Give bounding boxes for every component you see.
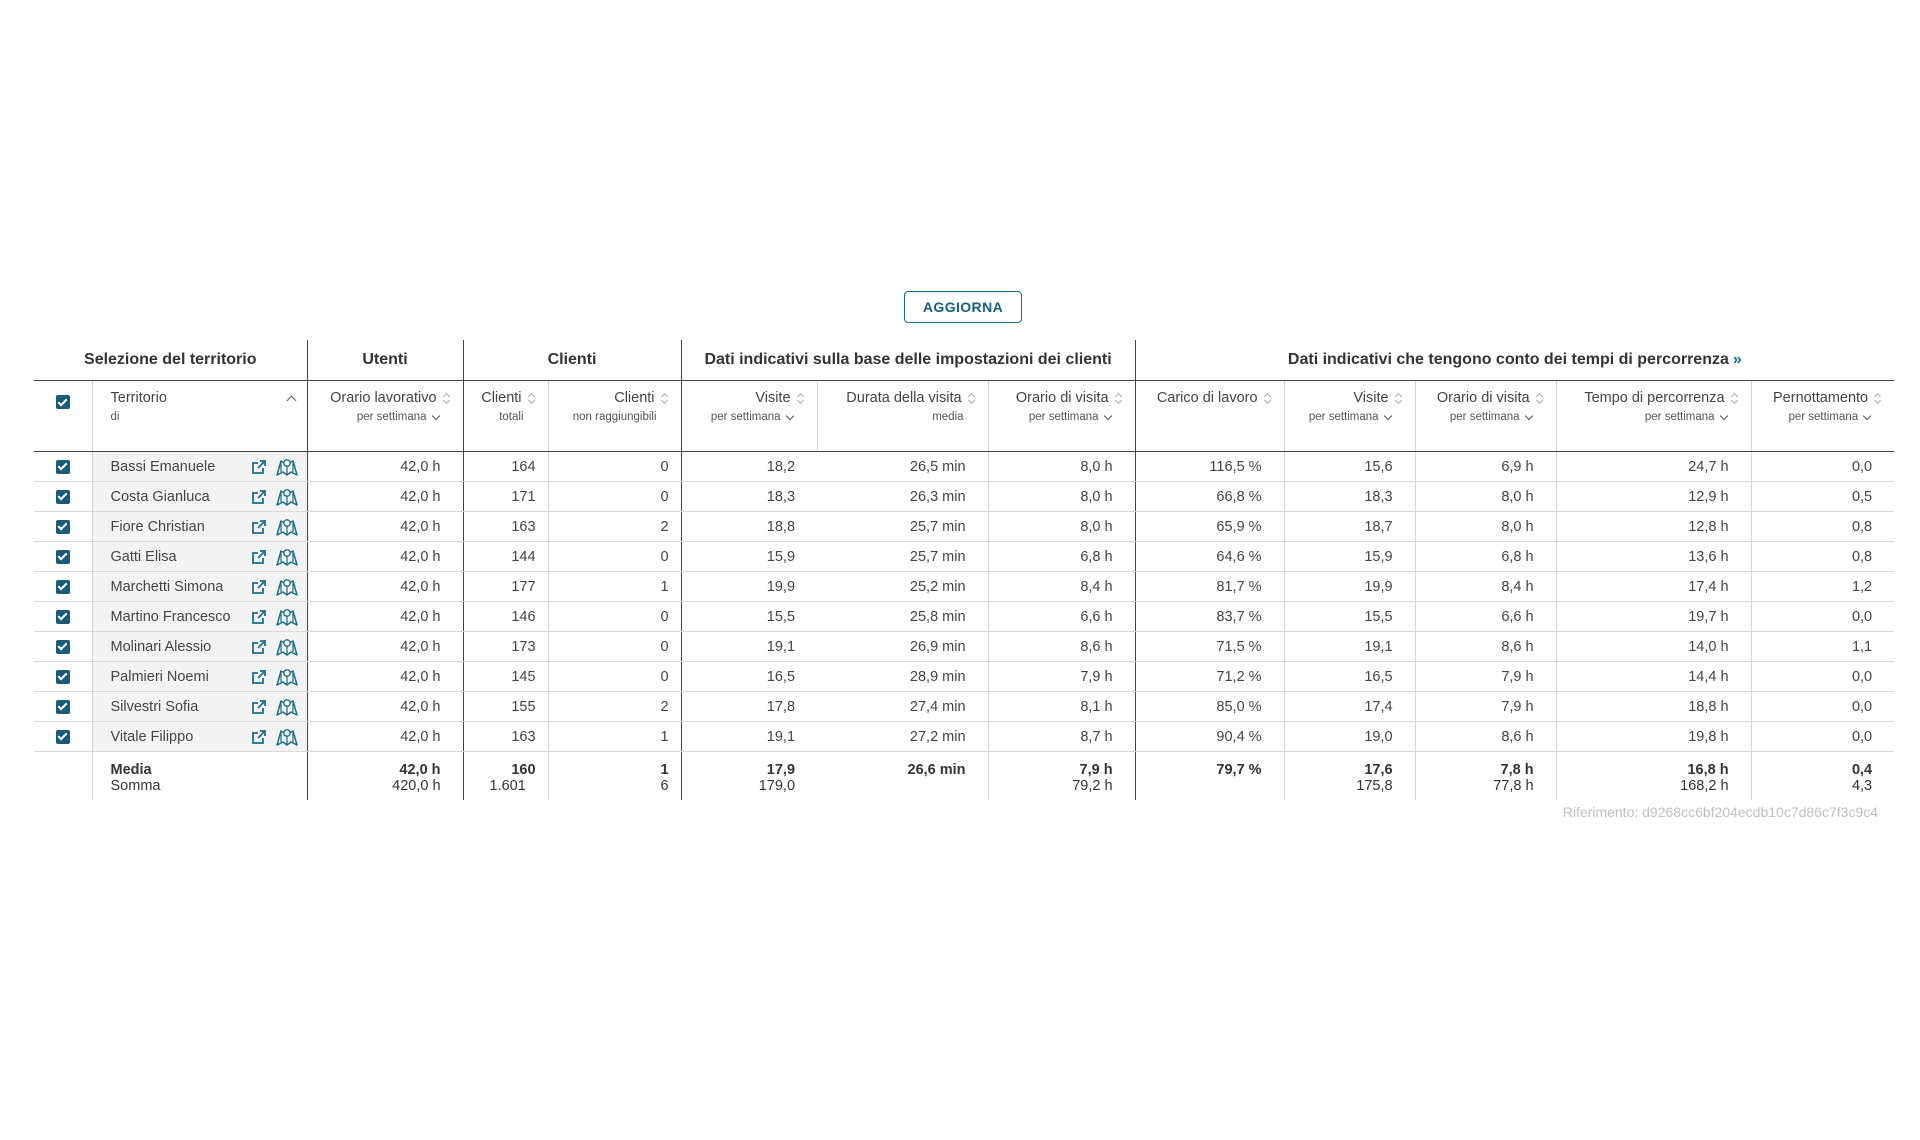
row-select-cell [34, 632, 92, 662]
clients-total-cell: 146 [463, 602, 548, 632]
row-checkbox[interactable] [56, 460, 70, 474]
visit-hours-cell: 8,1 h [988, 692, 1135, 722]
territory-cell [92, 602, 307, 632]
group-territory: Selezione del territorio [34, 340, 307, 381]
col-travel-time[interactable] [1556, 381, 1751, 452]
visit-duration-cell: 26,3 min [817, 482, 988, 512]
visits-travel-cell: 15,5 [1284, 602, 1415, 632]
chevron-down-icon[interactable] [1383, 411, 1391, 419]
col-work-hours-label: Orario lavorativo [330, 390, 437, 406]
col-territory-label: Territorio [110, 390, 167, 406]
col-visits-sub: per settimana [710, 411, 781, 423]
col-visit-duration-sub: media [932, 411, 964, 423]
workload-cell: 90,4 % [1135, 722, 1284, 752]
footer-avg-visit-hours-travel: 7,8 h [1415, 752, 1556, 779]
expand-arrow-icon[interactable]: » [1732, 351, 1742, 368]
territory-cell [92, 512, 307, 542]
col-visits-travel-label: Visite [1353, 390, 1389, 406]
group-users: Utenti [307, 340, 463, 381]
overnight-cell: 0,0 [1751, 602, 1894, 632]
visit-hours-travel-cell: 8,6 h [1415, 632, 1556, 662]
map-icon[interactable] [275, 697, 299, 717]
footer-sum-duration [817, 778, 988, 800]
map-icon[interactable] [275, 607, 299, 627]
map-icon[interactable] [275, 457, 299, 477]
group-clients: Clienti [463, 340, 681, 381]
table-row [34, 602, 1894, 632]
territory-name: Silvestri Sofia [110, 698, 199, 715]
table-row [34, 632, 1894, 662]
clients-total-cell: 164 [463, 452, 548, 482]
clients-unreachable-cell: 0 [548, 542, 681, 572]
territory-name: Palmieri Noemi [110, 668, 209, 685]
col-work-hours-sub: per settimana [356, 411, 427, 423]
visit-hours-travel-cell: 8,0 h [1415, 512, 1556, 542]
group-travel [1135, 340, 1894, 381]
col-visits-travel-sub: per settimana [1308, 411, 1379, 423]
sort-icon[interactable] [1264, 392, 1272, 404]
row-select-cell [34, 452, 92, 482]
col-work-hours[interactable] [307, 381, 463, 452]
workload-cell: 71,5 % [1135, 632, 1284, 662]
sort-icon[interactable] [1874, 392, 1882, 404]
work-hours-cell: 42,0 h [307, 662, 463, 692]
overnight-cell: 0,0 [1751, 722, 1894, 752]
col-overnight[interactable] [1751, 381, 1894, 452]
footer-sum-visit-hours-travel: 77,8 h [1415, 778, 1556, 800]
territory-name: Vitale Filippo [110, 728, 194, 745]
col-visit-hours-sub: per settimana [1028, 411, 1099, 423]
sort-icon[interactable] [1731, 392, 1739, 404]
sort-icon[interactable] [443, 392, 451, 404]
visits-travel-cell: 19,1 [1284, 632, 1415, 662]
footer-avg-travel-time: 16,8 h [1556, 752, 1751, 779]
footer-sum-row [34, 778, 1894, 800]
footer-sum-clients-total: 1.601 [463, 778, 548, 800]
footer-average-row [34, 752, 1894, 779]
workload-cell: 64,6 % [1135, 542, 1284, 572]
col-visit-duration-label: Durata della visita [846, 390, 962, 406]
travel-time-cell: 14,4 h [1556, 662, 1751, 692]
table-row [34, 662, 1894, 692]
table-row [34, 542, 1894, 572]
visits-cell: 17,8 [681, 692, 817, 722]
footer-avg-visit-hours: 7,9 h [988, 752, 1135, 779]
col-travel-time-sub: per settimana [1644, 411, 1715, 423]
territory-cell [92, 482, 307, 512]
territory-table [34, 340, 1894, 800]
external-link-icon[interactable] [251, 729, 267, 745]
table-row [34, 482, 1894, 512]
chevron-down-icon[interactable] [1719, 411, 1727, 419]
footer-avg-work: 42,0 h [307, 752, 463, 779]
column-header-row [34, 381, 1894, 452]
visits-cell: 18,8 [681, 512, 817, 542]
visit-hours-travel-cell: 6,8 h [1415, 542, 1556, 572]
col-visits-travel[interactable] [1284, 381, 1415, 452]
col-territory[interactable] [92, 381, 307, 452]
clients-unreachable-cell: 1 [548, 722, 681, 752]
travel-time-cell: 24,7 h [1556, 452, 1751, 482]
col-clients-total-sub: totali [499, 411, 524, 423]
row-select-cell [34, 692, 92, 722]
visits-travel-cell: 17,4 [1284, 692, 1415, 722]
chevron-down-icon[interactable] [431, 411, 439, 419]
col-territory-sub: di [110, 411, 120, 423]
col-workload-label: Carico di lavoro [1156, 390, 1258, 406]
sort-icon[interactable] [661, 392, 669, 404]
overnight-cell: 0,0 [1751, 692, 1894, 722]
row-select-cell [34, 572, 92, 602]
overnight-cell: 1,2 [1751, 572, 1894, 602]
clients-unreachable-cell: 2 [548, 512, 681, 542]
footer-avg-visits-travel: 17,6 [1284, 752, 1415, 779]
row-checkbox[interactable] [56, 490, 70, 504]
sort-icon[interactable] [1536, 392, 1544, 404]
travel-time-cell: 19,7 h [1556, 602, 1751, 632]
travel-time-cell: 18,8 h [1556, 692, 1751, 722]
territory-name: Fiore Christian [110, 518, 205, 535]
visit-hours-travel-cell: 7,9 h [1415, 662, 1556, 692]
work-hours-cell: 42,0 h [307, 722, 463, 752]
row-select-cell [34, 662, 92, 692]
external-link-icon[interactable] [251, 519, 267, 535]
territory-cell [92, 692, 307, 722]
clients-unreachable-cell: 0 [548, 452, 681, 482]
row-select-cell [34, 512, 92, 542]
visit-hours-cell: 8,4 h [988, 572, 1135, 602]
overnight-cell: 0,0 [1751, 662, 1894, 692]
table-row [34, 512, 1894, 542]
workload-cell: 81,7 % [1135, 572, 1284, 602]
table-body [34, 452, 1894, 752]
visits-cell: 15,9 [681, 542, 817, 572]
work-hours-cell: 42,0 h [307, 482, 463, 512]
chevron-down-icon[interactable] [1524, 411, 1532, 419]
clients-total-cell: 171 [463, 482, 548, 512]
visit-hours-cell: 8,0 h [988, 452, 1135, 482]
map-icon[interactable] [275, 637, 299, 657]
visit-hours-travel-cell: 8,6 h [1415, 722, 1556, 752]
col-overnight-label: Pernottamento [1773, 390, 1869, 406]
travel-time-cell: 12,9 h [1556, 482, 1751, 512]
visit-hours-cell: 6,6 h [988, 602, 1135, 632]
row-checkbox[interactable] [56, 520, 70, 534]
visit-duration-cell: 28,9 min [817, 662, 988, 692]
clients-total-cell: 163 [463, 512, 548, 542]
territory-cell [92, 572, 307, 602]
travel-time-cell: 19,8 h [1556, 722, 1751, 752]
visit-hours-cell: 8,0 h [988, 482, 1135, 512]
territory-cell [92, 662, 307, 692]
territory-cell [92, 722, 307, 752]
visits-travel-cell: 15,9 [1284, 542, 1415, 572]
col-visit-hours-travel-sub: per settimana [1449, 411, 1520, 423]
col-travel-time-label: Tempo di percorrenza [1584, 390, 1725, 406]
group-travel-label: Dati indicativi che tengono conto dei tempi di percorrenza [1287, 351, 1729, 368]
table-row [34, 692, 1894, 722]
sort-icon[interactable] [797, 392, 805, 404]
visits-cell: 16,5 [681, 662, 817, 692]
work-hours-cell: 42,0 h [307, 512, 463, 542]
visit-duration-cell: 25,8 min [817, 602, 988, 632]
footer-avg-overnight: 0,4 [1751, 752, 1894, 779]
footer-sum-work: 420,0 h [307, 778, 463, 800]
footer-average-label: Media [92, 752, 307, 779]
visits-cell: 19,1 [681, 722, 817, 752]
footer-avg-visits: 17,9 [681, 752, 817, 779]
table-row [34, 722, 1894, 752]
visits-cell: 19,9 [681, 572, 817, 602]
travel-time-cell: 12,8 h [1556, 512, 1751, 542]
col-visit-duration[interactable] [817, 381, 988, 452]
clients-unreachable-cell: 2 [548, 692, 681, 722]
footer-avg-duration: 26,6 min [817, 752, 988, 779]
col-visit-hours-travel[interactable] [1415, 381, 1556, 452]
visits-travel-cell: 19,9 [1284, 572, 1415, 602]
visits-travel-cell: 18,7 [1284, 512, 1415, 542]
clients-total-cell: 177 [463, 572, 548, 602]
workload-cell: 83,7 % [1135, 602, 1284, 632]
external-link-icon[interactable] [251, 489, 267, 505]
overnight-cell: 0,8 [1751, 512, 1894, 542]
row-checkbox[interactable] [56, 610, 70, 624]
footer-sum-label: Somma [92, 778, 307, 800]
reference-id: Riferimento: d9268cc6bf204ecdb10c7d86c7f3c9c4 [1562, 804, 1878, 820]
col-visit-hours-travel-label: Orario di visita [1436, 390, 1530, 406]
table-row [34, 452, 1894, 482]
footer-sum-visit-hours: 79,2 h [988, 778, 1135, 800]
work-hours-cell: 42,0 h [307, 632, 463, 662]
external-link-icon[interactable] [251, 459, 267, 475]
visit-duration-cell: 26,9 min [817, 632, 988, 662]
col-workload[interactable] [1135, 381, 1284, 452]
visits-travel-cell: 18,3 [1284, 482, 1415, 512]
external-link-icon[interactable] [251, 609, 267, 625]
territory-name: Gatti Elisa [110, 548, 177, 565]
group-header-row [34, 340, 1894, 381]
visits-travel-cell: 15,6 [1284, 452, 1415, 482]
workload-cell: 71,2 % [1135, 662, 1284, 692]
visits-cell: 19,1 [681, 632, 817, 662]
territory-cell [92, 452, 307, 482]
clients-unreachable-cell: 0 [548, 632, 681, 662]
external-link-icon[interactable] [251, 669, 267, 685]
visit-hours-cell: 8,7 h [988, 722, 1135, 752]
visit-hours-travel-cell: 6,9 h [1415, 452, 1556, 482]
clients-total-cell: 173 [463, 632, 548, 662]
col-overnight-sub: per settimana [1788, 411, 1859, 423]
work-hours-cell: 42,0 h [307, 572, 463, 602]
travel-time-cell: 14,0 h [1556, 632, 1751, 662]
work-hours-cell: 42,0 h [307, 602, 463, 632]
clients-unreachable-cell: 0 [548, 602, 681, 632]
clients-unreachable-cell: 1 [548, 572, 681, 602]
update-button[interactable]: AGGIORNA [904, 291, 1022, 323]
visit-hours-cell: 7,9 h [988, 662, 1135, 692]
sort-icon[interactable] [528, 392, 536, 404]
overnight-cell: 0,0 [1751, 452, 1894, 482]
visit-hours-travel-cell: 6,6 h [1415, 602, 1556, 632]
row-checkbox[interactable] [56, 700, 70, 714]
visit-hours-cell: 6,8 h [988, 542, 1135, 572]
workload-cell: 65,9 % [1135, 512, 1284, 542]
external-link-icon[interactable] [251, 699, 267, 715]
col-clients-unreachable[interactable] [548, 381, 681, 452]
visits-cell: 18,3 [681, 482, 817, 512]
col-clients-total[interactable] [463, 381, 548, 452]
territory-cell [92, 632, 307, 662]
visit-duration-cell: 25,7 min [817, 542, 988, 572]
table-row [34, 572, 1894, 602]
footer-sum-overnight: 4,3 [1751, 778, 1894, 800]
footer-spacer [34, 778, 92, 800]
workload-cell: 66,8 % [1135, 482, 1284, 512]
row-checkbox[interactable] [56, 580, 70, 594]
footer-sum-visits-travel: 175,8 [1284, 778, 1415, 800]
map-icon[interactable] [275, 727, 299, 747]
clients-total-cell: 163 [463, 722, 548, 752]
map-icon[interactable] [275, 487, 299, 507]
clients-unreachable-cell: 0 [548, 662, 681, 692]
chevron-down-icon[interactable] [785, 411, 793, 419]
clients-total-cell: 155 [463, 692, 548, 722]
footer-sum-visits: 179,0 [681, 778, 817, 800]
row-select-cell [34, 602, 92, 632]
visits-cell: 15,5 [681, 602, 817, 632]
territory-name: Bassi Emanuele [110, 458, 216, 475]
sort-asc-icon[interactable] [286, 395, 296, 405]
chevron-down-icon[interactable] [1863, 411, 1871, 419]
travel-time-cell: 17,4 h [1556, 572, 1751, 602]
travel-time-cell: 13,6 h [1556, 542, 1751, 572]
territory-cell [92, 542, 307, 572]
territory-name: Molinari Alessio [110, 638, 212, 655]
clients-unreachable-cell: 0 [548, 482, 681, 512]
col-visits[interactable] [681, 381, 817, 452]
visit-duration-cell: 26,5 min [817, 452, 988, 482]
overnight-cell: 0,8 [1751, 542, 1894, 572]
group-client-settings: Dati indicativi sulla base delle impostazioni dei clienti [681, 340, 1135, 381]
select-all-cell [34, 381, 92, 452]
sort-icon[interactable] [1395, 392, 1403, 404]
visit-hours-travel-cell: 7,9 h [1415, 692, 1556, 722]
footer-sum-travel-time: 168,2 h [1556, 778, 1751, 800]
work-hours-cell: 42,0 h [307, 542, 463, 572]
row-select-cell [34, 482, 92, 512]
visit-duration-cell: 27,2 min [817, 722, 988, 752]
overnight-cell: 1,1 [1751, 632, 1894, 662]
sort-icon[interactable] [968, 392, 976, 404]
external-link-icon[interactable] [251, 549, 267, 565]
visits-cell: 18,2 [681, 452, 817, 482]
footer-avg-clients-unreachable: 1 [548, 752, 681, 779]
workload-cell: 116,5 % [1135, 452, 1284, 482]
sort-icon[interactable] [1115, 392, 1123, 404]
row-checkbox[interactable] [56, 670, 70, 684]
visit-hours-travel-cell: 8,4 h [1415, 572, 1556, 602]
map-icon[interactable] [275, 517, 299, 537]
external-link-icon[interactable] [251, 639, 267, 655]
select-all-checkbox[interactable] [56, 395, 70, 409]
map-icon[interactable] [275, 577, 299, 597]
footer-sum-clients-unreachable: 6 [548, 778, 681, 800]
chevron-down-icon[interactable] [1103, 411, 1111, 419]
workload-cell: 85,0 % [1135, 692, 1284, 722]
col-clients-unreachable-sub: non raggiungibili [572, 411, 657, 423]
visit-duration-cell: 25,2 min [817, 572, 988, 602]
clients-total-cell: 144 [463, 542, 548, 572]
visit-hours-cell: 8,6 h [988, 632, 1135, 662]
map-icon[interactable] [275, 667, 299, 687]
map-icon[interactable] [275, 547, 299, 567]
work-hours-cell: 42,0 h [307, 692, 463, 722]
visit-duration-cell: 25,7 min [817, 512, 988, 542]
col-visits-label: Visite [755, 390, 791, 406]
col-clients-unreachable-label: Clienti [614, 390, 655, 406]
row-select-cell [34, 722, 92, 752]
col-visit-hours[interactable] [988, 381, 1135, 452]
row-checkbox[interactable] [56, 640, 70, 654]
territory-name: Martino Francesco [110, 608, 231, 625]
footer-spacer [34, 752, 92, 779]
row-checkbox[interactable] [56, 550, 70, 564]
territory-name: Costa Gianluca [110, 488, 210, 505]
footer-avg-clients-total: 160 [463, 752, 548, 779]
row-select-cell [34, 542, 92, 572]
visits-travel-cell: 19,0 [1284, 722, 1415, 752]
visit-hours-cell: 8,0 h [988, 512, 1135, 542]
footer-sum-workload [1135, 778, 1284, 800]
row-checkbox[interactable] [56, 730, 70, 744]
visit-duration-cell: 27,4 min [817, 692, 988, 722]
col-clients-total-label: Clienti [481, 390, 522, 406]
footer-avg-workload: 79,7 % [1135, 752, 1284, 779]
work-hours-cell: 42,0 h [307, 452, 463, 482]
visits-travel-cell: 16,5 [1284, 662, 1415, 692]
overnight-cell: 0,5 [1751, 482, 1894, 512]
external-link-icon[interactable] [251, 579, 267, 595]
visit-hours-travel-cell: 8,0 h [1415, 482, 1556, 512]
col-visit-hours-label: Orario di visita [1015, 390, 1109, 406]
territory-name: Marchetti Simona [110, 578, 224, 595]
clients-total-cell: 145 [463, 662, 548, 692]
